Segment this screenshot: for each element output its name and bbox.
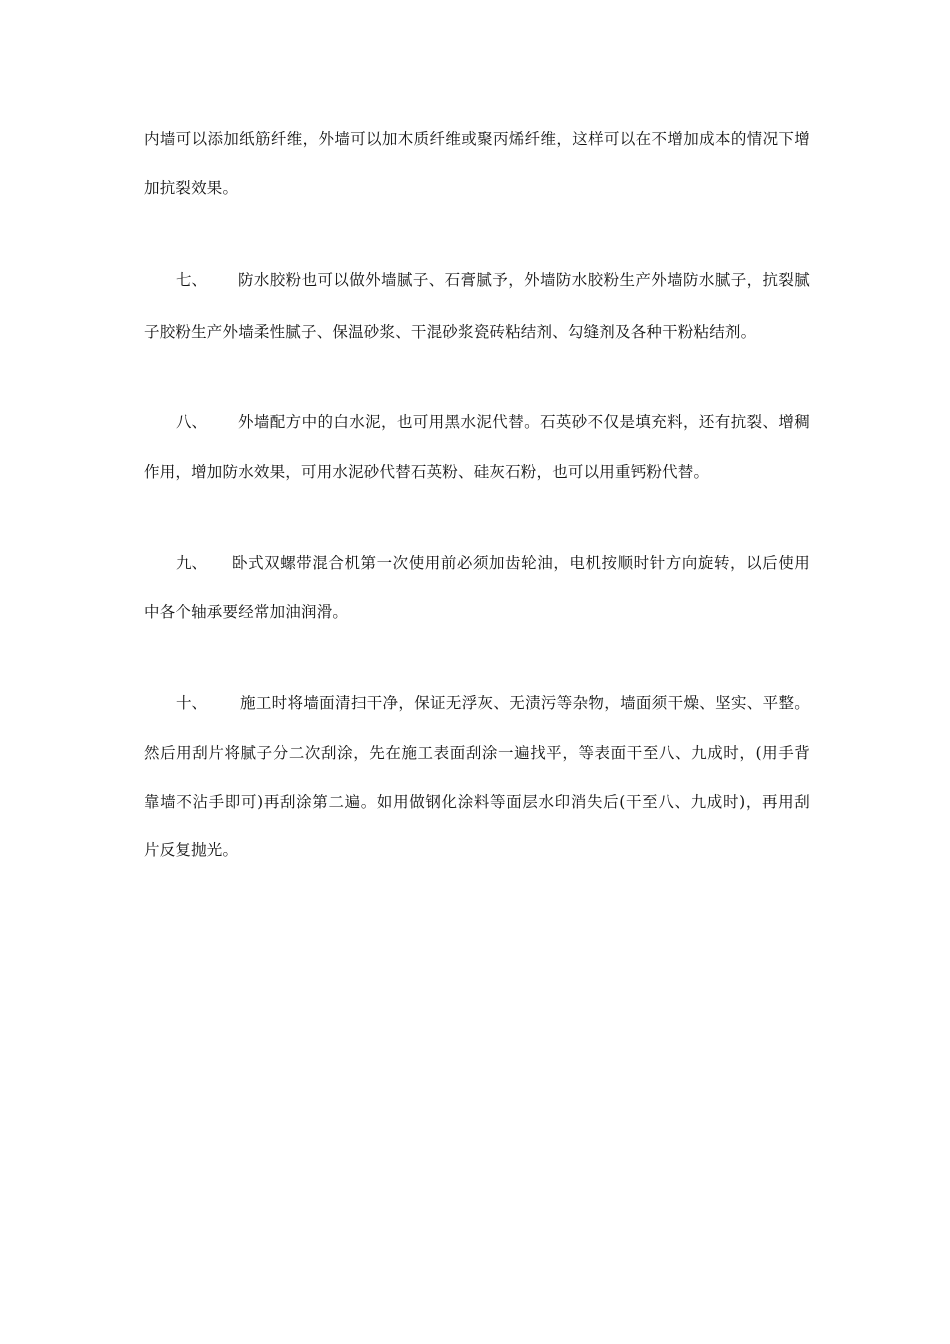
item-line-4: 片反复抛光。 [144,841,239,859]
item-line-1: 施工时将墙面清扫干净，保证无浮灰、无渍污等杂物，墙面须干燥、坚实、平整。 [240,694,810,712]
item-line-3: 靠墙不沾手即可)再刮涂第二遍。如用做钢化涂料等面层水印消失后(干至八、九成时)，再用刮 [144,793,810,811]
item-line-2: 作用，增加防水效果，可用水泥砂代替石英粉、硅灰石粉，也可以用重钙粉代替。 [144,463,710,481]
item-line-2: 子胶粉生产外墙柔性腻子、保温砂浆、干混砂浆瓷砖粘结剂、勾缝剂及各种干粉粘结剂。 [144,323,757,341]
item-line-1: 卧式双螺带混合机第一次使用前必须加齿轮油，电机按顺时针方向旋转，以后使用 [232,554,810,572]
item-number: 九、 [176,554,208,572]
item-line-1: 外墙配方中的白水泥，也可用黑水泥代替。石英砂不仅是填充料，还有抗裂、增稠 [238,413,810,431]
intro-line-2: 加抗裂效果。 [144,179,239,197]
item-line-2: 中各个轴承要经常加油润滑。 [144,603,349,621]
item-number: 十、 [176,694,208,712]
item-line-1: 防水胶粉也可以做外墙腻子、石膏腻予，外墙防水胶粉生产外墙防水腻子，抗裂腻 [238,271,810,289]
item-number: 七、 [176,271,208,289]
item-line-2: 然后用刮片将腻子分二次刮涂，先在施工表面刮涂一遍找平，等表面干至八、九成时，(用手背 [144,744,810,762]
item-number: 八、 [176,413,208,431]
intro-line-1: 内墙可以添加纸筋纤维，外墙可以加木质纤维或聚丙烯纤维，这样可以在不增加成本的情况下增 [144,130,810,148]
